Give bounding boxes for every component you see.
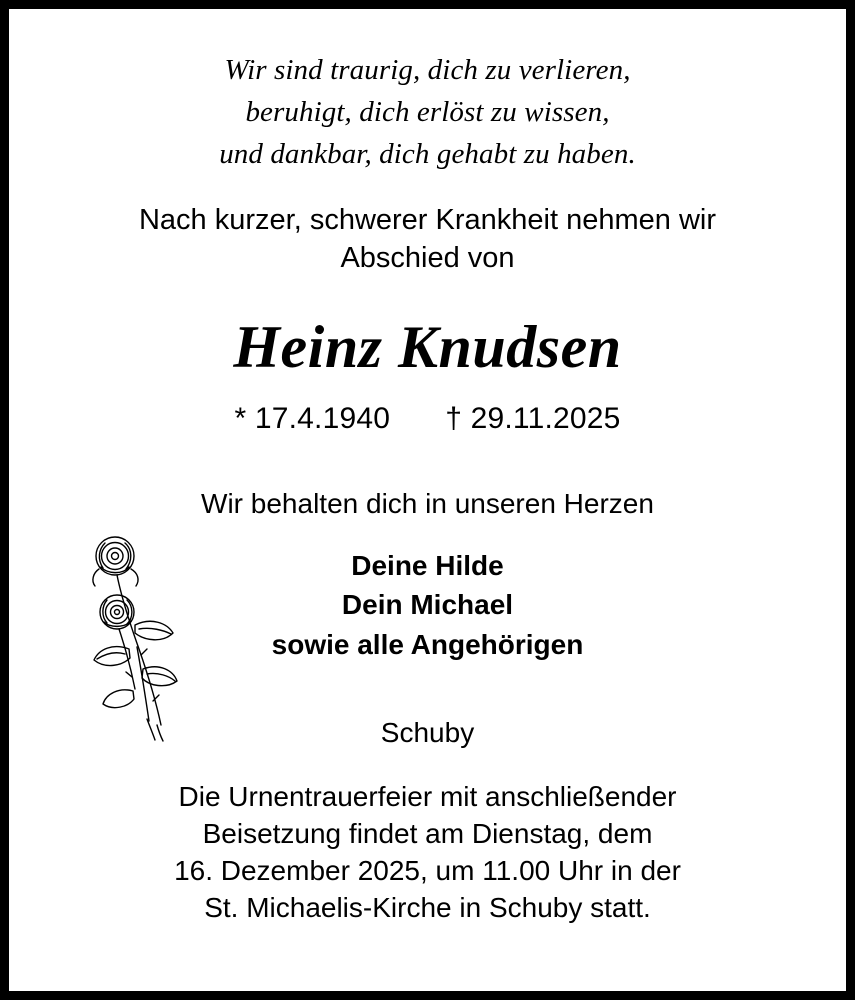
memorial-verse [39, 49, 816, 175]
verse-line-3: und dankbar, dich gehabt zu haben. [219, 138, 636, 171]
death-date: † 29.11.2025 [445, 401, 621, 435]
birth-date: * 17.4.1940 [234, 401, 391, 435]
life-dates [39, 402, 816, 436]
verse-line-1: Wir sind traurig, dich zu verlieren, [224, 54, 631, 86]
rose-branch-icon [77, 529, 197, 744]
intro-line-1: Nach kurzer, schwerer Krankheit nehmen wir [138, 204, 716, 237]
signer-line-3: sowie alle Angehörigen [271, 629, 584, 661]
details-line-1: Die Urnentrauerfeier mit anschließender [178, 780, 677, 812]
funeral-details [39, 779, 816, 927]
intro-text [39, 201, 816, 278]
place-name: Schuby [380, 716, 475, 748]
details-line-4: St. Michaelis-Kirche in Schuby statt. [204, 891, 651, 923]
remembrance-line: Wir behalten dich in unseren Herzen [201, 487, 654, 519]
verse-line-2: beruhigt, dich erlöst zu wissen, [245, 96, 610, 129]
intro-line-2: Abschied von [340, 242, 515, 275]
signer-line-2: Dein Michael [341, 589, 514, 621]
details-line-2: Beisetzung findet am Dienstag, dem [202, 817, 653, 849]
obituary-inner [9, 9, 846, 991]
deceased-name: Heinz Knudsen [233, 313, 622, 380]
details-line-3: 16. Dezember 2025, um 11.00 Uhr in der [174, 854, 681, 886]
signer-line-1: Deine Hilde [351, 549, 504, 581]
